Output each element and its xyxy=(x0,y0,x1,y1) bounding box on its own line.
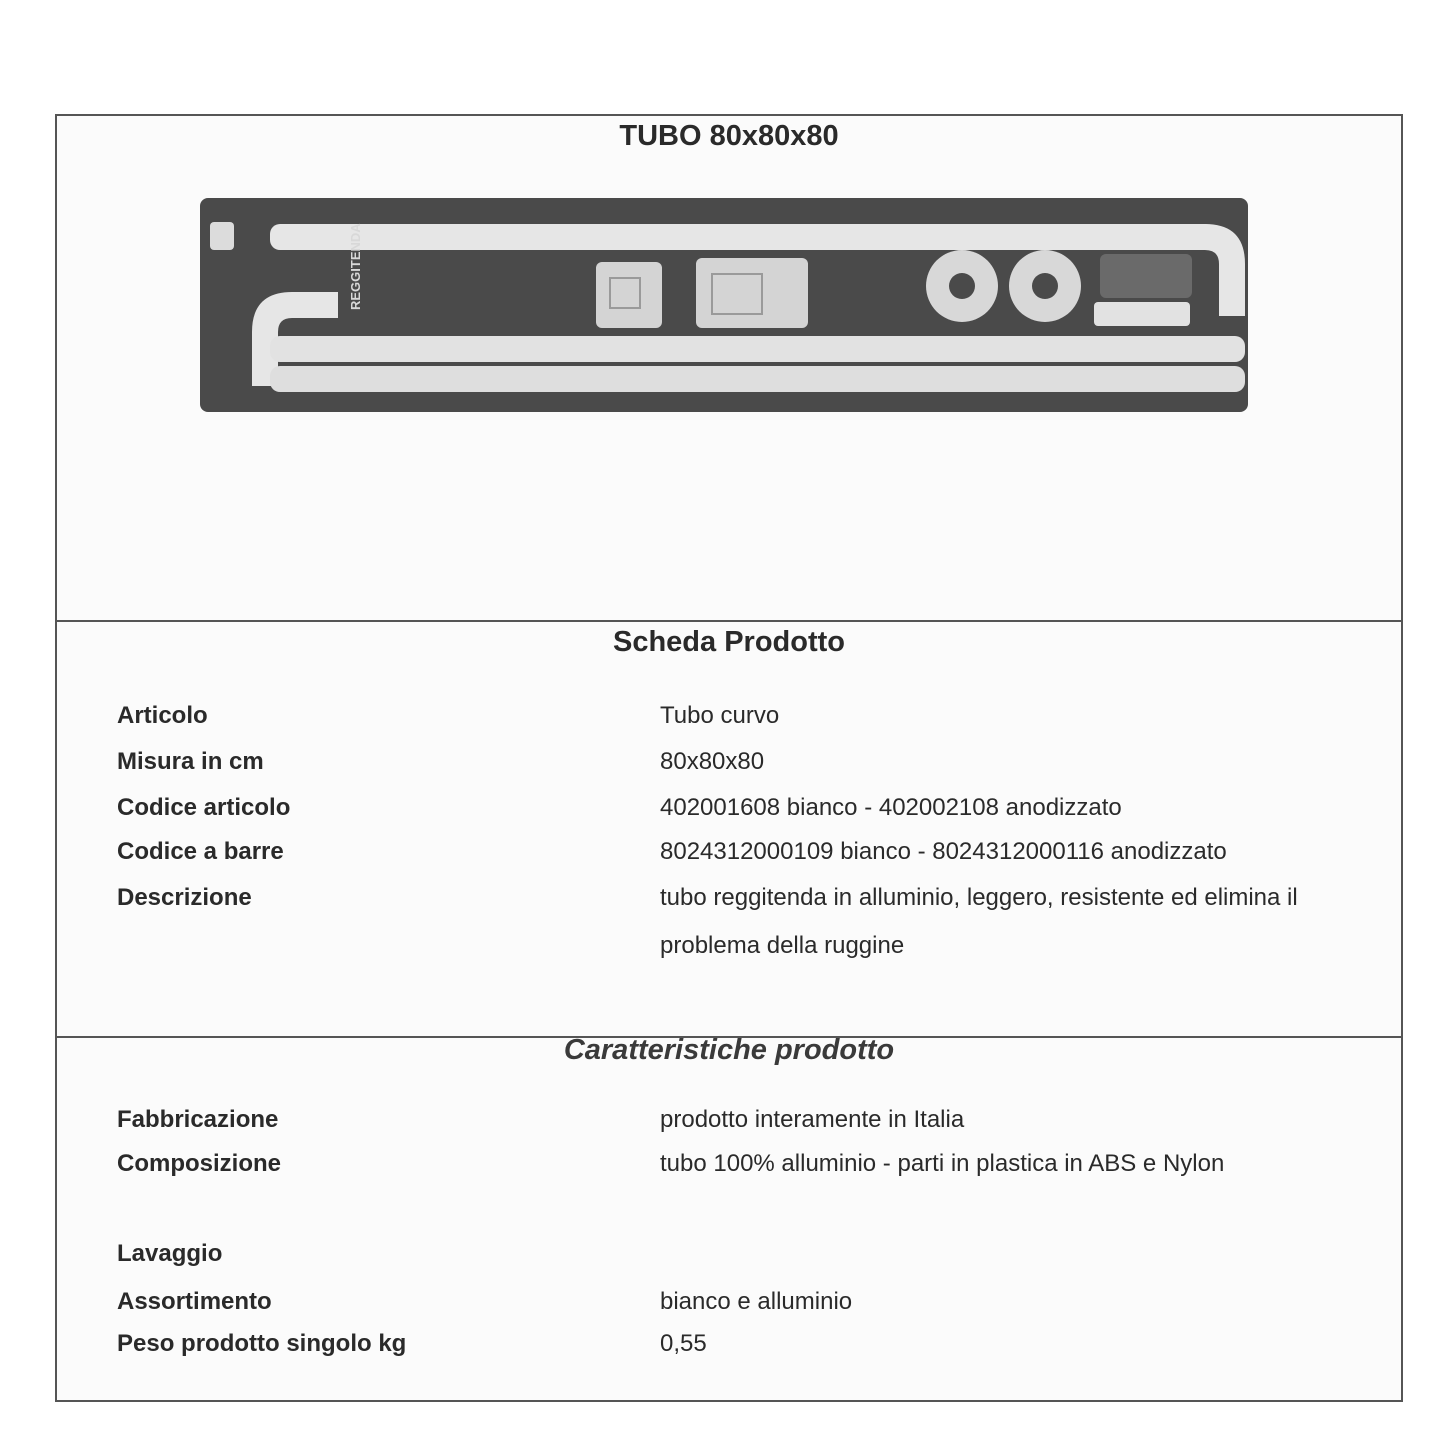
small-parts-bag xyxy=(1100,254,1192,298)
value-articolo: Tubo curvo xyxy=(660,702,780,729)
product-image-section xyxy=(57,116,1401,622)
bottom-tube-2 xyxy=(270,366,1245,392)
value-fabbricazione: prodotto interamente in Italia xyxy=(660,1106,965,1133)
value-composizione: tubo 100% alluminio - parti in plastica in ABS e Nylon xyxy=(660,1150,1225,1177)
label-peso: Peso prodotto singolo kg xyxy=(117,1330,407,1357)
label-lavaggio: Lavaggio xyxy=(117,1240,223,1267)
label-descrizione: Descrizione xyxy=(117,884,252,911)
product-title: TUBO 80x80x80 xyxy=(619,120,839,152)
value-peso: 0,55 xyxy=(660,1330,707,1357)
hang-hole xyxy=(210,222,234,250)
value-assortimento: bianco e alluminio xyxy=(660,1288,853,1315)
value-codice-articolo: 402001608 bianco - 402002108 anodizzato xyxy=(660,794,1122,821)
value-misura: 80x80x80 xyxy=(660,748,765,775)
label-assortimento: Assortimento xyxy=(117,1288,272,1315)
bottom-tube-1 xyxy=(270,336,1245,362)
label-codice-articolo: Codice articolo xyxy=(117,794,291,821)
label-fabbricazione: Fabbricazione xyxy=(117,1106,279,1133)
product-sheet xyxy=(55,114,1403,1402)
value-codice-barre: 8024312000109 bianco - 8024312000116 anodizzato xyxy=(660,838,1227,865)
brand-label: REGGITENDA xyxy=(348,223,363,310)
scheda-prodotto-title: Scheda Prodotto xyxy=(612,626,845,658)
label-codice-barre: Codice a barre xyxy=(117,838,284,865)
caratteristiche-section xyxy=(57,1034,1401,1402)
scheda-prodotto-section xyxy=(57,622,1401,1038)
label-misura: Misura in cm xyxy=(117,748,264,775)
connector xyxy=(1094,302,1190,326)
rosette-2-hole xyxy=(1032,273,1058,299)
product-photo xyxy=(200,198,1248,412)
caratteristiche-title: Caratteristiche prodotto xyxy=(563,1034,895,1066)
value-descrizione: tubo reggitenda in alluminio, leggero, resistente ed elimina il problema della ruggine xyxy=(660,884,1298,959)
label-articolo: Articolo xyxy=(117,702,208,729)
label-composizione: Composizione xyxy=(117,1150,282,1177)
top-tube xyxy=(270,224,1215,250)
rosette-1-hole xyxy=(949,273,975,299)
bracket-1 xyxy=(596,262,662,328)
